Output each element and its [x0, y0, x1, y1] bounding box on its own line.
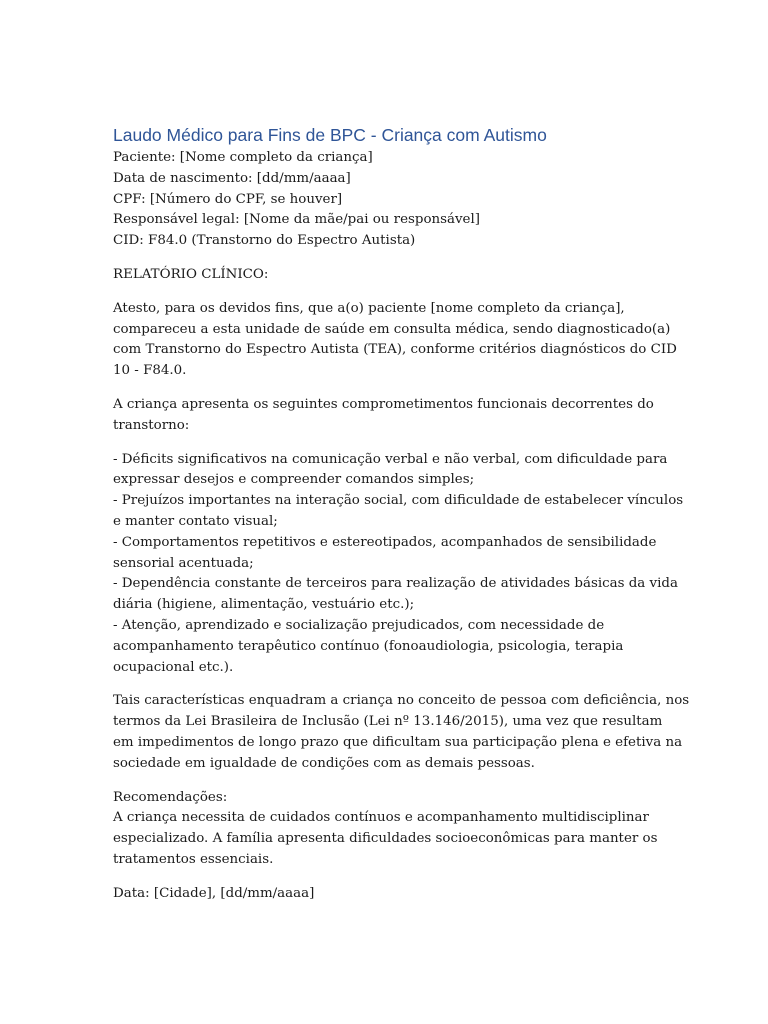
- text-line: 10 - F84.0.: [113, 363, 187, 379]
- text-line: termos da Lei Brasileira de Inclusão (Lei nº 13.146/2015), uma vez que resultam: [113, 714, 663, 730]
- text-line: em impedimentos de longo prazo que dificultam sua participação plena e efetiva na: [113, 734, 683, 750]
- list-item: - Prejuízos importantes na interação social, com dificuldade de estabelecer vínculos: [113, 493, 684, 509]
- document-title: Laudo Médico para Fins de BPC - Criança com Autismo: [113, 125, 547, 145]
- impairments-list: [113, 450, 684, 679]
- recommendations-block: [113, 788, 658, 871]
- list-item-continuation: acompanhamento terapêutico contínuo (fonoaudiologia, psicologia, terapia: [113, 638, 624, 654]
- list-item: - Comportamentos repetitivos e estereotipados, acompanhados de sensibilidade: [113, 534, 657, 550]
- document-page: [113, 124, 690, 918]
- list-item-continuation: diária (higiene, alimentação, vestuário etc.);: [113, 597, 415, 613]
- text-line: transtorno:: [113, 417, 190, 433]
- text-line: A criança apresenta os seguintes comprometimentos funcionais decorrentes do: [113, 396, 654, 412]
- text-line: sociedade em igualdade de condições com as demais pessoas.: [113, 755, 535, 771]
- list-item-continuation: sensorial acentuada;: [113, 555, 254, 571]
- list-item-continuation: expressar desejos e compreender comandos simples;: [113, 472, 475, 488]
- patient-info-block: [113, 148, 643, 252]
- date-line: Data: [Cidade], [dd/mm/aaaa]: [113, 885, 315, 901]
- date-block: [113, 884, 643, 905]
- text-line: A criança necessita de cuidados contínuos e acompanhamento multidisciplinar: [113, 810, 649, 826]
- clinical-report-heading: RELATÓRIO CLÍNICO:: [113, 266, 269, 282]
- guardian-line: Responsável legal: [Nome da mãe/pai ou responsável]: [113, 212, 480, 228]
- cid-line: CID: F84.0 (Transtorno do Espectro Autista): [113, 233, 416, 249]
- list-item: - Atenção, aprendizado e socialização prejudicados, com necessidade de: [113, 617, 605, 633]
- text-line: com Transtorno do Espectro Autista (TEA), conforme critérios diagnósticos do CID: [113, 342, 677, 358]
- impairments-intro-paragraph: [113, 395, 654, 437]
- recommendations-heading: Recomendações:: [113, 789, 228, 805]
- list-item-continuation: ocupacional etc.).: [113, 659, 234, 675]
- attestation-paragraph: [113, 299, 677, 382]
- legal-basis-paragraph: [113, 691, 690, 774]
- list-item: - Déficits significativos na comunicação verbal e não verbal, com dificuldade para: [113, 451, 668, 467]
- list-item-continuation: e manter contato visual;: [113, 513, 278, 529]
- text-line: Tais características enquadram a criança no conceito de pessoa com deficiência, nos: [113, 693, 690, 709]
- text-line: tratamentos essenciais.: [113, 851, 274, 867]
- patient-name-line: Paciente: [Nome completo da criança]: [113, 150, 373, 165]
- list-item: - Dependência constante de terceiros para realização de atividades básicas da vida: [113, 576, 678, 592]
- section-heading: [113, 265, 643, 286]
- cpf-line: CPF: [Número do CPF, se houver]: [113, 191, 343, 207]
- text-line: compareceu a esta unidade de saúde em consulta médica, sendo diagnosticado(a): [113, 321, 671, 337]
- text-line: especializado. A família apresenta dificuldades socioeconômicas para manter os: [113, 831, 658, 847]
- birth-date-line: Data de nascimento: [dd/mm/aaaa]: [113, 170, 351, 186]
- text-line: Atesto, para os devidos fins, que a(o) paciente [nome completo da criança],: [113, 300, 625, 316]
